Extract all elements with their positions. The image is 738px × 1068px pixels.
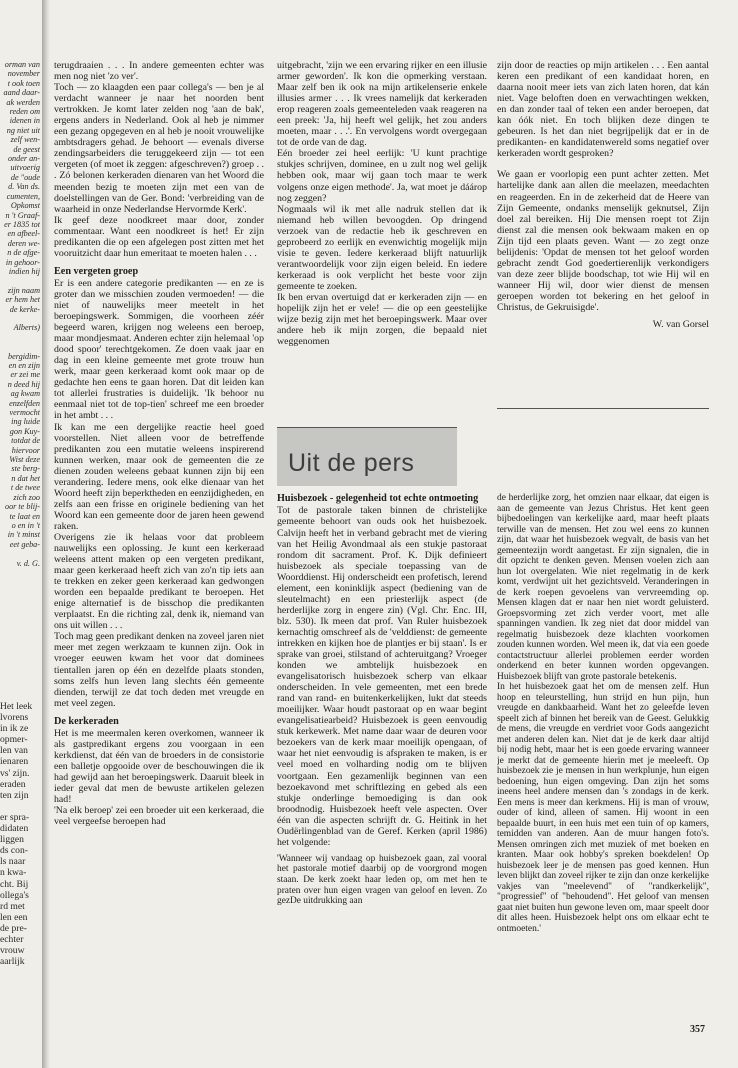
fragment-line [0,276,40,285]
paragraph: de herderlijke zorg, het omzien naar elkaar, dat eigen is aan de gemeente van Jezus Christus. Het kent geen bijbedoelingen van kerkelijke aard, maar heeft plaats terwille van de mensen. Het zou wel eens zo kunnen zijn, dat waar het huisbezoek wegvalt, de basis van het gemeentezijn wordt aangetast. Er zijn signalen, die in dit opzicht te denken geven. Mensen voelen zich aan hun lot overgelaten. Wie niet regelmatig in de kerk komt, verdwijnt uit het gezichtsveld. Veranderingen in de kerk roepen gevoelens van vervreemding op. Mensen klagen dat er naar hen niet wordt geluisterd. Groepsvorming zet zich verder voort, met alle spanningen vandien. Ik zeg niet dat door middel van regelmatig huisbezoek deze klachten voorkomen zouden kunnen worden. Wel meen ik, dat via een goede contactstructuur allerlei problemen eerder worden onderkend en beter kunnen worden opgevangen. Huisbezoek blijft van grote pastorale betekenis. [497,493,709,682]
fragment-line: enzelfden [9,398,40,408]
fragment-line: de pre- [0,922,27,934]
fragment-line [0,549,40,558]
section-title: Uit de pers [288,449,415,477]
fragment-line: n kwa- [0,867,27,879]
fragment-line: liggen [0,834,24,846]
fragment-line: vs' zijn. [0,767,30,779]
fragment-line: len van [0,745,28,757]
fragment-line: ls naar [0,856,26,868]
fragment-line: onder an- [7,154,40,164]
fragment-line: t de twee [10,483,40,493]
page-fold-shadow [42,0,50,1068]
fragment-line [0,801,40,812]
fragment-line: de "oude [10,172,40,182]
fragment-line: indien hij [8,266,40,276]
fragment-line: Alberts) [13,323,40,333]
fragment-line: v. d. G. [16,558,40,568]
fragment-line: rd met [0,900,25,912]
fragment-line: oor te blij- [4,502,40,512]
paragraph: Eén broeder zei heel eerlijk: 'U kunt prachtige stukjes schrijven, dominee, en u zult nog wel gelijk hebben ook, maar wij gaan toch maar te werk volgens onze eigen methode'. Ja, wat moet je dáárop nog zeggen? [277,148,487,204]
fragment-line: ng niet uit [6,125,40,135]
fragment-line: bergidim- [8,351,40,361]
paragraph: 'Na elk beroep' zei een broeder uit een kerkeraad, die veel vergeefse beroepen had [54,805,264,828]
fragment-line: er 1835 tot [4,219,40,229]
paragraph: In het huisbezoek gaat het om de mensen zelf. Hun hoop en teleurstelling, hun strijd en hun pijn, hun vreugde en dankbaarheid. Want het zo geleefde leven speelt zich af binnen het bereik van de Geest. Gelukkig de mens, die vreugde en verdriet voor Gods aangezicht met anderen delen kan. Niet dat je de kerk daar altijd bij nodig hebt, maar het is een goede ervaring wanneer je merkt dat de gemeente hierin met je meeleeft. Op huisbezoek zie je mensen in hun werkplunje, hun eigen bedoening, hun eigen omgeving. Dan zijn het soms ineens heel andere mensen dan 's zondags in de kerk. Een mens is meer dan kerkmens. Hij is man of vrouw, ouder of kind, alleen of samen. Hij woont in een bepaalde buurt, in een huis met een tuin of op kamers, temidden van anderen. Aan de muur hangen foto's. Mensen omringen zich met muziek of met boeken en kranten. Maar ook hobby's spreken boekdelen! Op huisbezoek leer je de mensen pas goed kennen. Hun leven blijkt dan zoveel rijker te zijn dan onze kerkelijke vakjes van "meelevend" of "randkerkelijk", "progressief" of "behoudend". Het geloof van mensen gaat niet buiten hun gewone leven om, maar speelt door dit alles heen. Huisbezoek helpt ons om elkaar echt te ontmoeten.' [497,682,709,934]
section-heading: De kerkeraden [54,715,119,727]
paragraph: We gaan er voorlopig een punt achter zetten. Met hartelijke dank aan allen die meelazen, meedachten en reageerden. En in de zekerheid dat de Heere van Zijn Gemeente, ondanks menselijk geknutsel, Zijn doel zal bereiken. Hij Die mensen roept tot Zijn dienst zal die mensen ook bekwaam maken en op Zijn tijd een plaats geven. Want — zo zegt onze belijdenis: 'Opdat de mensen tot het geloof worden gebracht zendt God goedertierenlijk verkondigers van deze zeer blijde boodschap, tot wie Hij wil en wanneer Hij wil, door wier dienst de mensen geroepen worden tot bekering en het geloof in Christus, de Gekruisigde'. [497,169,709,313]
press-article-column-1 [277,493,487,1029]
fragment-line: Wist deze [9,455,40,465]
paragraph: uitgebracht, 'zijn we een ervaring rijker en een illusie armer geworden'. Ik kon die opmerking verstaan. Maar zelf ben ik ook na mijn artikelenserie enkele illusies armer . . . Ik vrees namelijk dat kerkeraden erop reageren zoals gemeenteleden vaak reageren na een preek: 'Ja, hij heeft wel gelijk, het zou anders moeten, maar . . .'. En vervolgens wordt overgegaan tot de orde van de dag. [277,60,487,149]
fragment-line: n dat het [11,473,40,483]
quote-paragraph: 'Wanneer wij vandaag op huisbezoek gaan, zal vooral het pastorale motief daarbij op de voorgrond mogen staan. De kerk zoekt haar leden op, om met hen te praten over hun eigen vragen van geloof en leven. Zo gezDe uitdrukking aan [277,853,487,907]
fragment-line [0,342,40,351]
article-column-3 [497,60,709,410]
fragment-line: de geest [13,144,40,154]
fragment-line: gon Kuy- [9,426,40,436]
paragraph: Nogmaals wil ik met alle nadruk stellen dat ik niemand heb willen bevoogden. Op dringend verzoek van de redactie heb ik geschreven en geprobeerd zo eerlijk en evenwichtig mogelijk mijn visie te geven. Iedere kerkeraad blijft natuurlijk verantwoordelijk voor zijn eigen beleid. En iedere kerkeraad is ook verplicht het beste voor zijn gemeente te zoeken. [277,203,487,292]
paragraph: Tot de pastorale taken binnen de christelijke gemeente behoort van ouds ook het huisbezoek. Calvijn heeft het in verband gebracht met de viering van het Heilig Avondmaal als een stukje pastoraat rondom dit sacrament. Prof. K. Dijk definieert huisbezoek als speciale toepassing van de Woorddienst. Hij onderscheidt een profetisch, lerend element, een koninklijk aspect (bediening van de sleutelmacht) en een priesterlijk aspect (de herderlijke zorg in engere zin) (Vgl. Chr. Enc. III, blz. 530). Ik meen dat prof. Van Ruler huisbezoek kernachtig omschreef als de 'velddienst: de gemeente intrekken en kijken hoe de plantjes er bij staan'. Is er sprake van groei, stilstand of achteruitgang? Vroeger konden we ambtelijk huisbezoek en evangelisatorisch huisbezoek scherp van elkaar onderscheiden. In vele gemeenten, met een brede rand van rand- en buitenkerkelijken, lukt dat steeds moeilijker. Waar houdt pastoraat op en waar begint evangelisatiearbeid? Huisbezoek is geen eenvoudig stuk kerkewerk. Met name daar waar de deuren voor bezoekers van de kerk maar moeilijk opengaan, of waar het niet eenvoudig is afspraken te maken, is er veel moed en volharding nodig om te blijven voortgaan. Een gezamenlijk beginnen van een bezoekavond met schriftlezing en gebed als een stukje onderlinge bemoediging is dan ook broodnodig. Huisbezoek heeft vele aspecten. Over één van die aspecten schrijft dr. G. Heitink in het Oudërlingenblad van de Geref. Kerken (april 1986) het volgende: [277,505,487,848]
paragraph: Ik geef deze noodkreet maar door, zonder commentaar. Want een noodkreet ís het! Er zijn predikanten die op een afgelegen post zitten met het vooruitzicht daar hun emeritaat te moeten halen . . . [54,214,264,259]
fragment-line: zijn naam [7,285,40,295]
article-column-1 [54,60,264,1016]
fragment-line: te laat en [9,511,40,521]
fragment-line: aarlijk [0,956,25,968]
fragment-line: in ik ze [0,723,29,735]
fragment-line: len een [0,911,28,923]
fragment-line: t ook toen [7,78,40,88]
fragment-line: o en in 't [11,520,40,530]
fragment-line: orman van [4,60,40,69]
fragment-line: ds con- [0,845,28,857]
fragment-line: zich zoo [13,492,40,502]
column-end-rule [497,408,709,409]
fragment-line: aand daar- [3,88,40,98]
fragment-line: cht. Bij [0,878,29,890]
fragment-line [0,314,40,323]
fragment-line: cumenten, [6,191,40,201]
fragment-line: vrouw [0,945,25,957]
fragment-line: ak werden [6,97,40,107]
fragment-line: Opkomst [10,201,40,211]
paragraph: Overigens zie ik helaas voor dat probleem nauwelijks een oplossing. Je kunt een kerkeraad weleens attent maken op een vergeten predikant, maar geen kerkeraad heeft zich van zo'n tip iets aan te trekken en zeker geen kerkeraad kan gedwongen worden een bepaalde predikant te beroepen. Het enige alternatief is de bisschop die predikanten verplaatst. En die richting zal, denk ik, niemand van ons uit willen . . . [54,531,264,632]
fragment-line: vermocht [9,408,40,418]
fragment-line: hiervoor [11,445,40,455]
section-heading: Een vergeten groep [54,265,139,277]
fragment-line: eraden [0,778,26,790]
fragment-line: en afbeel- [7,229,40,239]
paragraph: Toch — zo klaagden een paar collega's — ben je al verdacht wanneer je naar het noorden bent vertrokken. Je komt later zelden nog 'aan de bak', ergens anders in Nederland. Ook al heb je nimmer een gezang opgegeven en al heb je nooit vrouwelijke ambtsdragers gehad. Je behoort — evenals diverse zendingsarbeiders die teruggekeerd zijn — tot een vergeten (of moet ik zeggen: afgeschreven?) groep . . . Zó belonen kerkeraden dienaren van het Woord die meenden bezig te moeten zijn met een van de doelstellingen van de Ger. Bond: 'verbreiding van de waarheid in onze Nederlandse Hervormde Kerk'. [54,82,264,215]
paragraph: Ik ben ervan overtuigd dat er kerkeraden zijn — en hopelijk zijn het er vele! — die op een geestelijke wijze bezig zijn met het beroepingswerk. Maar over andere heb ik mijn zorgen, die bepaald niet weggenomen [277,291,487,348]
fragment-line: n deed hij [7,379,40,389]
fragment-line: er zei me [10,370,40,380]
fragment-line: opmer- [0,734,28,746]
fragment-line: ing luide [11,417,40,427]
fragment-line: ten zijn [0,789,29,801]
fragment-line: ollega's [0,889,29,901]
article-headline: Huisbezoek - gelegenheid tot echte ontmoeting [277,493,479,504]
paragraph: Toch mag geen predikant denken na zoveel jaren niet meer met zegen werkzaam te kunnen zijn. Ook in vroeger eeuwen kwam het voor dat dominees tientallen jaren op één en dezelfde plaats stonden, soms zelfs hun leven lang slechts één gemeente dienden, terwijl ze dat toch deden met vreugde en met veel zegen. [54,631,264,709]
fragment-line: reden om [9,107,40,117]
fragment-line: n 't Graaf- [5,210,40,220]
fragment-line: d. Van ds. [8,182,40,192]
fragment-line: n de afge- [7,248,40,258]
fragment-line: in 't minst [7,530,40,540]
fragment-line [0,333,40,342]
fragment-line: ag kwam [10,389,40,399]
fragment-line: de kerke- [9,304,40,314]
fragment-line: ienaren [0,756,29,768]
paragraph: Er is een andere categorie predikanten — en ze is groter dan we misschien zouden vermoeden! — die niet of nauwelijks meer meetelt in het beroepingswerk. Sommigen, die voorheen zéér begeerd waren, krijgen nog weleens een beroep, maar mondjesmaat. Anderen echter zijn helemaal 'op dood spoor' terechtgekomen. Ze doen vaak jaar en dag in een kleine gemeente met grote trouw hun werk, maar geen kerkeraad komt ook maar op de gedachte hen eens te gaan horen. Dat dit leiden kan tot allerlei frustraties is duidelijk. 'Ik behoor nu eenmaal niet tot de top-tien' schreef me een broeder in het ambt . . . [54,277,264,422]
fragment-line: Het leek [0,701,33,712]
fragment-line: lvorens [0,712,29,724]
author-signature: W. van Gorsel [652,319,709,331]
fragment-line: en en zijn [8,361,40,370]
fragment-line: er spra- [0,811,30,823]
fragment-line: didaten [0,823,29,835]
fragment-line: er hem het [5,295,40,305]
fragment-line: deren we- [7,238,40,248]
previous-page-column-fragment [0,60,40,568]
paragraph: Het is me meermalen keren overkomen, wanneer ik als gastpredikant ergens zou voorgaan in een kerkdienst, dat één van de broeders in de consistorie een balletje opgooide over de beschouwingen die ik had gewijd aan het beroepingswerk. Daaruit bleek in ieder geval dat men de bewuste artikelen gelezen had! [54,727,264,806]
fragment-line: ste berg- [11,464,40,474]
fragment-line: echter [0,933,24,945]
fragment-line: totdat de [11,436,40,446]
fragment-line: november [7,69,40,79]
page-number: 357 [690,1024,705,1035]
fragment-line: zelf wen- [10,135,40,145]
paragraph: zijn door de reacties op mijn artikelen . . . Een aantal keren een predikant of een kandidaat horen, en daarna nooit meer iets van zich laten horen, dat kán niet. Vage beloften doen en verwachtingen wekken, en dan zonder taal of teken een ander beroepen, dat kan óók niet. En toch blijken deze dingen te gebeuren. Is het dan niet begrijpelijk dat er in de predikanten- en kandidatenwereld soms negatief over kerkeraden wordt gesproken? [497,60,709,160]
press-article-column-2 [497,493,709,1020]
fragment-line: uitvoerig [10,163,40,173]
fragment-line: in gehoor- [5,257,40,267]
article-column-2 [277,60,487,412]
paragraph: terugdraaien . . . In andere gemeenten echter was men nog niet 'zo ver'. [54,60,264,83]
fragment-line: eet geba- [9,539,40,549]
paragraph: Ik kan me een dergelijke reactie heel goed voorstellen. Niet alleen voor de betreffende predikanten zou een mutatie weleens inspirerend kunnen werken, maar ook de gemeenten die ze dienen zouden weleens gebaat kunnen zijn bij een verandering. Iedere mens, ook elke dienaar van het Woord heeft zijn beperktheden en eenzijdigheden, en zelfs aan een frisse en originele bediening van het Woord kan een gemeente door de jaren heen gewend raken. [54,421,264,532]
previous-page-column-fragment-lower [0,701,40,967]
fragment-line: idenen in [9,116,40,126]
